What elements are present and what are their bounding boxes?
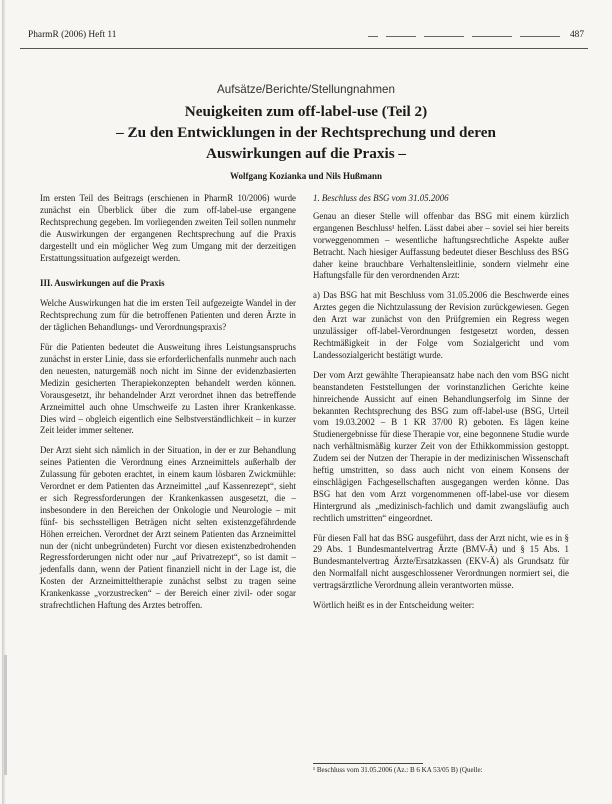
left-column (40, 193, 296, 620)
header-rule (20, 48, 588, 49)
intro-paragraph: Im ersten Teil des Beitrags (erschienen in PharmR 10/2006) wurde zunächst ein Überblick über die zum off-label-use ergangene Rechtsprechung gegeben. Im vorliegenden zweiten Teil sollen nunmehr die Auswirkungen der ergangenen Rechtsprechung auf die Praxis dargestellt und ein möglicher Weg zum Umgang mit der derzeitigen Erstattungssituation aufgezeigt werden. (40, 193, 296, 263)
journal-issue: PharmR (2006) Heft 11 (28, 30, 117, 40)
section-heading: III. Auswirkungen auf die Praxis (40, 278, 165, 289)
scan-margin-mark (4, 655, 7, 775)
paragraph: Für die Patienten bedeutet die Ausweitung ihres Leistungsanspruchs zunächst in erster Linie, dass sie erforderlichenfalls nunmehr auch nach den neuesten, naturgemäß noch nicht im Sinne der evidenzbasierten Medizin gesicherten Therapiekonzepten behandelt werden können. Vorausgesetzt, ihr behandelnder Arzt verordnet ihnen das betreffende Arzneimittel auch ohne Umschweife zu Lasten ihrer Krankenkasse. Dies wird – obgleich eigentlich eine Selbstverständlichkeit – in kurzer Zeit leider immer seltener. (40, 342, 296, 436)
authors: Wolfgang Kozianka und Nils Hußmann (229, 171, 383, 181)
right-column (313, 193, 569, 620)
header-dashes (368, 36, 568, 38)
running-head (28, 30, 584, 46)
footnote-rule (313, 763, 423, 764)
title-line-1: Neuigkeiten zum off-label-use (Teil 2) (184, 103, 428, 120)
paragraph: Für diesen Fall hat das BSG ausgeführt, dass der Arzt nicht, wie es in § 29 Abs. 1 Bundesmantelvertrag Ärzte (BMV-Ä) und § 15 Abs. 1 Bundesmantelvertrag Ärzte/Ersatzkassen (EKV-Ä) als Grundsatz für den Normalfall nicht ausgeschlossener Verordnungen normiert sei, die vertragsärztliche Verordnung allein verantworten müsse. (313, 532, 569, 591)
footnote: ¹ Beschluss vom 31.05.2006 (Az.: B 6 KA 53/05 B) (Quelle: (313, 766, 483, 774)
title-line-2: – Zu den Entwicklungen in der Rechtsprechung und deren (116, 124, 496, 141)
paragraph: Der vom Arzt gewählte Therapieansatz habe nach den vom BSG nicht beanstandeten Feststellungen der vorinstanzlichen Gerichte keine hinreichende Aussicht auf einen Behandlungserfolg im Sinne der bekannten Rechtsprechung des BSG zum off-label-use (BSG, Urteil vom 19.03.2002 – B 1 KR 37/00 R) geboten. Es lägen keine Studienergebnisse für diese Therapie vor, eine begonnene Studie wurde nach verhältnismäßig kurzer Zeit von der Ethikkommission gestoppt. Zudem sei der Nutzen der Therapie in der medizinischen Wissenschaft heftig umstritten, so dass auch nicht von einem Konsens der einschlägigen Fachgesellschaften ausgegangen werden könne. Das BSG hat den vom Arzt vorgenommenen off-label-use vor diesem Hintergrund als „medizinisch-fachlich und damit zwangsläufig auch rechtlich umstritten“ eingeordnet. (313, 369, 569, 523)
paragraph: a) Das BSG hat mit Beschluss vom 31.05.2006 die Beschwerde eines Arztes gegen die Nichtzulassung der Revision zurückgewiesen. Gegen den Arzt war zunächst von den Prüfgremien ein Regress wegen unzulässiger off-label-Verordnungen festgesetzt worden, dessen Rechtmäßigkeit in der Folge vom Sozialgericht und vom Landessozialgericht bestätigt wurde. (313, 290, 569, 360)
paragraph: Welche Auswirkungen hat die im ersten Teil aufgezeigte Wandel in der Rechtsprechung zum für die betroffenen Patienten und deren Ärzte in der täglichen Behandlungs- und Verordnungspraxis? (40, 298, 296, 333)
paragraph: Der Arzt sieht sich nämlich in der Situation, in der er zur Behandlung seines Patienten die Verordnung eines Arzneimittels außerhalb der Zulassung für geboten erachtet, in einem kaum lösbaren Zwickmühle: Verordnet er dem Patienten das Arzneimittel „auf Kassenrezept“, sieht er sich Regressforderungen der Krankenkassen ausgesetzt, die – insbesondere in den Bereichen der Onkologie und Neurologie – mit fünf- bis sechsstelligen Beträgen nicht selten existenzgefährdende Höhen erreichen. Verordnet der Arzt seinem Patienten das Arzneimittel nun der (nicht unbegründeten) Furcht vor diesen existenzbedrohenden Regressforderungen nicht oder nur „auf Privatrezept“, so ist damit – jedenfalls dann, wenn der Patient finanziell nicht in der Lage ist, die Kosten der Arzneimitteltherapie zunächst selbst zu tragen seine Krankenkasse „vorzustrecken“ – der Bereich einer zivil- oder sogar strafrechtlichen Haftung des Arztes betroffen. (40, 445, 296, 611)
section-label: Aufsätze/Berichte/Stellungnahmen (217, 83, 395, 96)
title-line-3: Auswirkungen auf die Praxis – (206, 145, 406, 162)
article-title (40, 101, 572, 164)
paragraph: Wörtlich heißt es in der Entscheidung weiter: (313, 600, 475, 611)
subsection-heading: 1. Beschluss des BSG vom 31.05.2006 (313, 193, 449, 203)
page-number: 487 (569, 30, 584, 40)
paragraph: Genau an dieser Stelle will offenbar das BSG mit einem kürzlich ergangenen Beschluss¹ helfen. Lässt dabei aber – soviel sei hier bereits vorweggenommen – wesentliche haftungsrechtliche Aspekte außer Betracht. Nach hiesiger Auffassung bedeutet dieser Beschluss des BSG daher keine brauchbare Verhaltensleitlinie, sondern vielmehr eine Haftungsfalle für den verordnenden Arzt: (313, 210, 569, 281)
